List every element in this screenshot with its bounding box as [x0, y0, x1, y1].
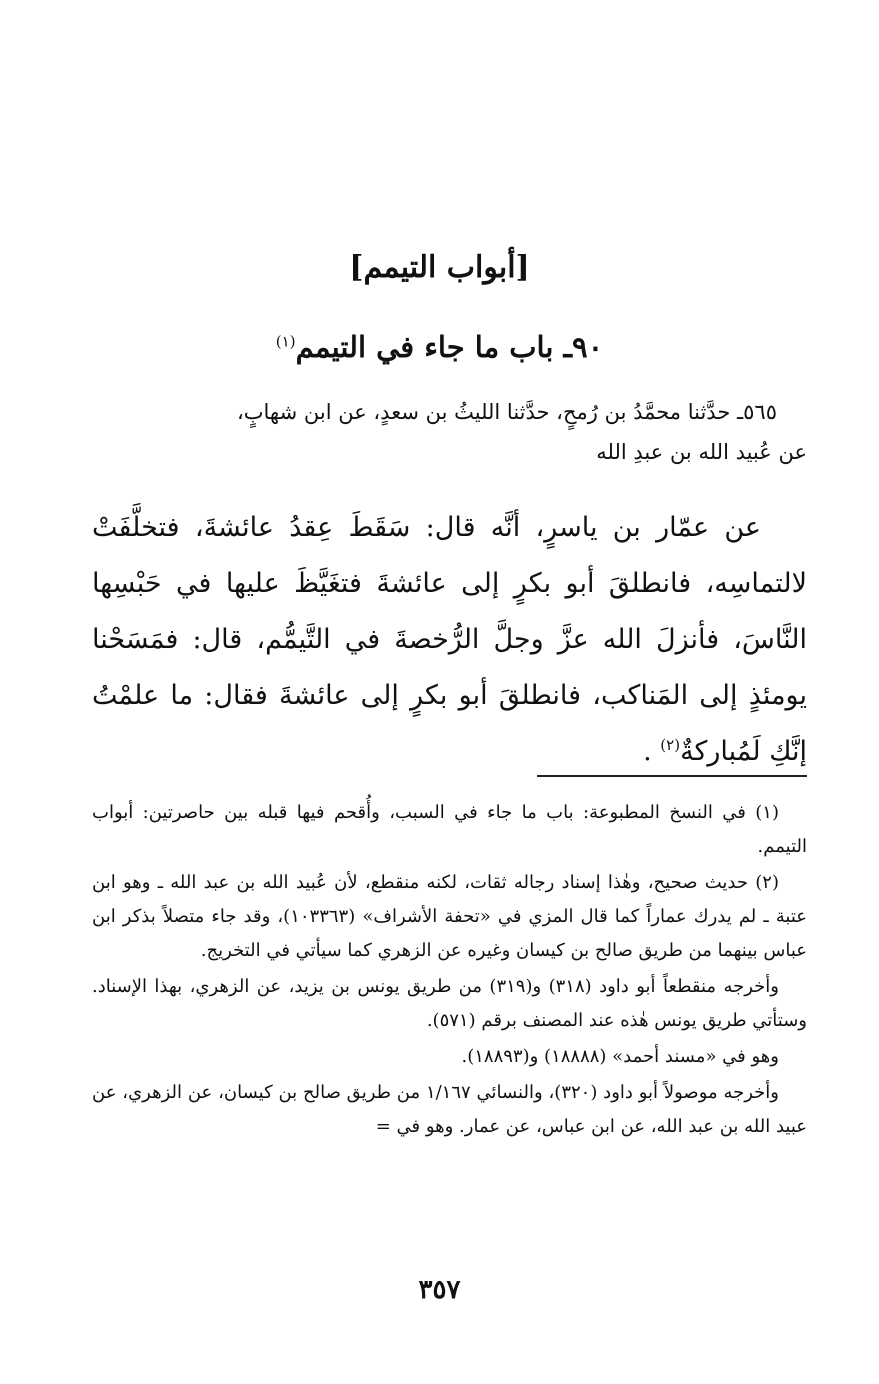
matn-end: . [643, 736, 661, 767]
footnotes [92, 796, 807, 1146]
page-number: ٣٥٧ [418, 1275, 461, 1305]
matn-text: عن عمّار بن ياسرٍ، أنَّه قال: سَقَطَ عِقدُ عائشةَ، فتخلَّفَتْ لالتماسِه، فانطلقَ أبو بكرٍ إلى عائشةَ فتغَيَّظَ عليها في حَبْسِها النَّاسَ، فأنزلَ الله عزَّ وجلَّ الرُّخصةَ في التَّيمُّم، قال: فمَسَحْنا يومئذٍ إلى المَناكب، فانطلقَ أبو بكرٍ إلى عائشةَ فقال: ما علمْتُ إنَّكِ لَمُباركةٌ [92, 512, 807, 767]
isnad-line-1: ٥٦٥ـ حدَّثنا محمَّدُ بن رُمحٍ، حدَّثنا الليثُ بن سعدٍ، عن ابن شهابٍ، [236, 400, 777, 424]
footnote-2: (٢) حديث صحيح، وهٰذا إسناد رجاله ثقات، لكنه منقطع، لأن عُبيد الله بن عبد الله ـ وهو ابن عتبة ـ لم يدرك عماراً كما قال المزي في «تحفة الأشراف» (١٠٣٣٦٣)، وقد جاء متصلاً بذكر ابن عباس بينهما من طريق صالح بن كيسان وغيره عن الزهري كما سيأتي في التخريج. [92, 872, 807, 961]
isnad-line-2: عن عُبيد الله بن عبدِ الله [596, 440, 807, 464]
footnote-2-continued: وأخرجه منقطعاً أبو داود (٣١٨) و(٣١٩) من طريق يونس بن يزيد، عن الزهري، بهذا الإسناد. وستأتي طريق يونس هٰذه عند المصنف برقم (٥٧١). [92, 976, 807, 1031]
hadith-isnad [92, 392, 807, 472]
chapter-title [0, 327, 879, 367]
matn-footnote-ref: (٢) [660, 736, 681, 754]
chapter-title-text: ٩٠ـ باب ما جاء في التيمم [295, 330, 604, 364]
footnote-1: (١) في النسخ المطبوعة: باب ما جاء في السبب، وأُقحم فيها قبله بين حاصرتين: أبواب التيمم. [92, 802, 807, 857]
hadith-matn [92, 500, 807, 780]
footnote-divider [537, 775, 807, 777]
footnote-2-mawsul: وأخرجه موصولاً أبو داود (٣٢٠)، والنسائي ١/١٦٧ من طريق صالح بن كيسان، عن الزهري، عن عبيد الله بن عبد الله، عن ابن عباس، عن عمار. وهو في = [92, 1082, 807, 1137]
section-title: [أبواب التيمم] [349, 250, 530, 285]
footnote-2-musnad: وهو في «مسند أحمد» (١٨٨٨٨) و(١٨٨٩٣). [461, 1046, 779, 1067]
chapter-footnote-ref: (١) [275, 332, 296, 351]
